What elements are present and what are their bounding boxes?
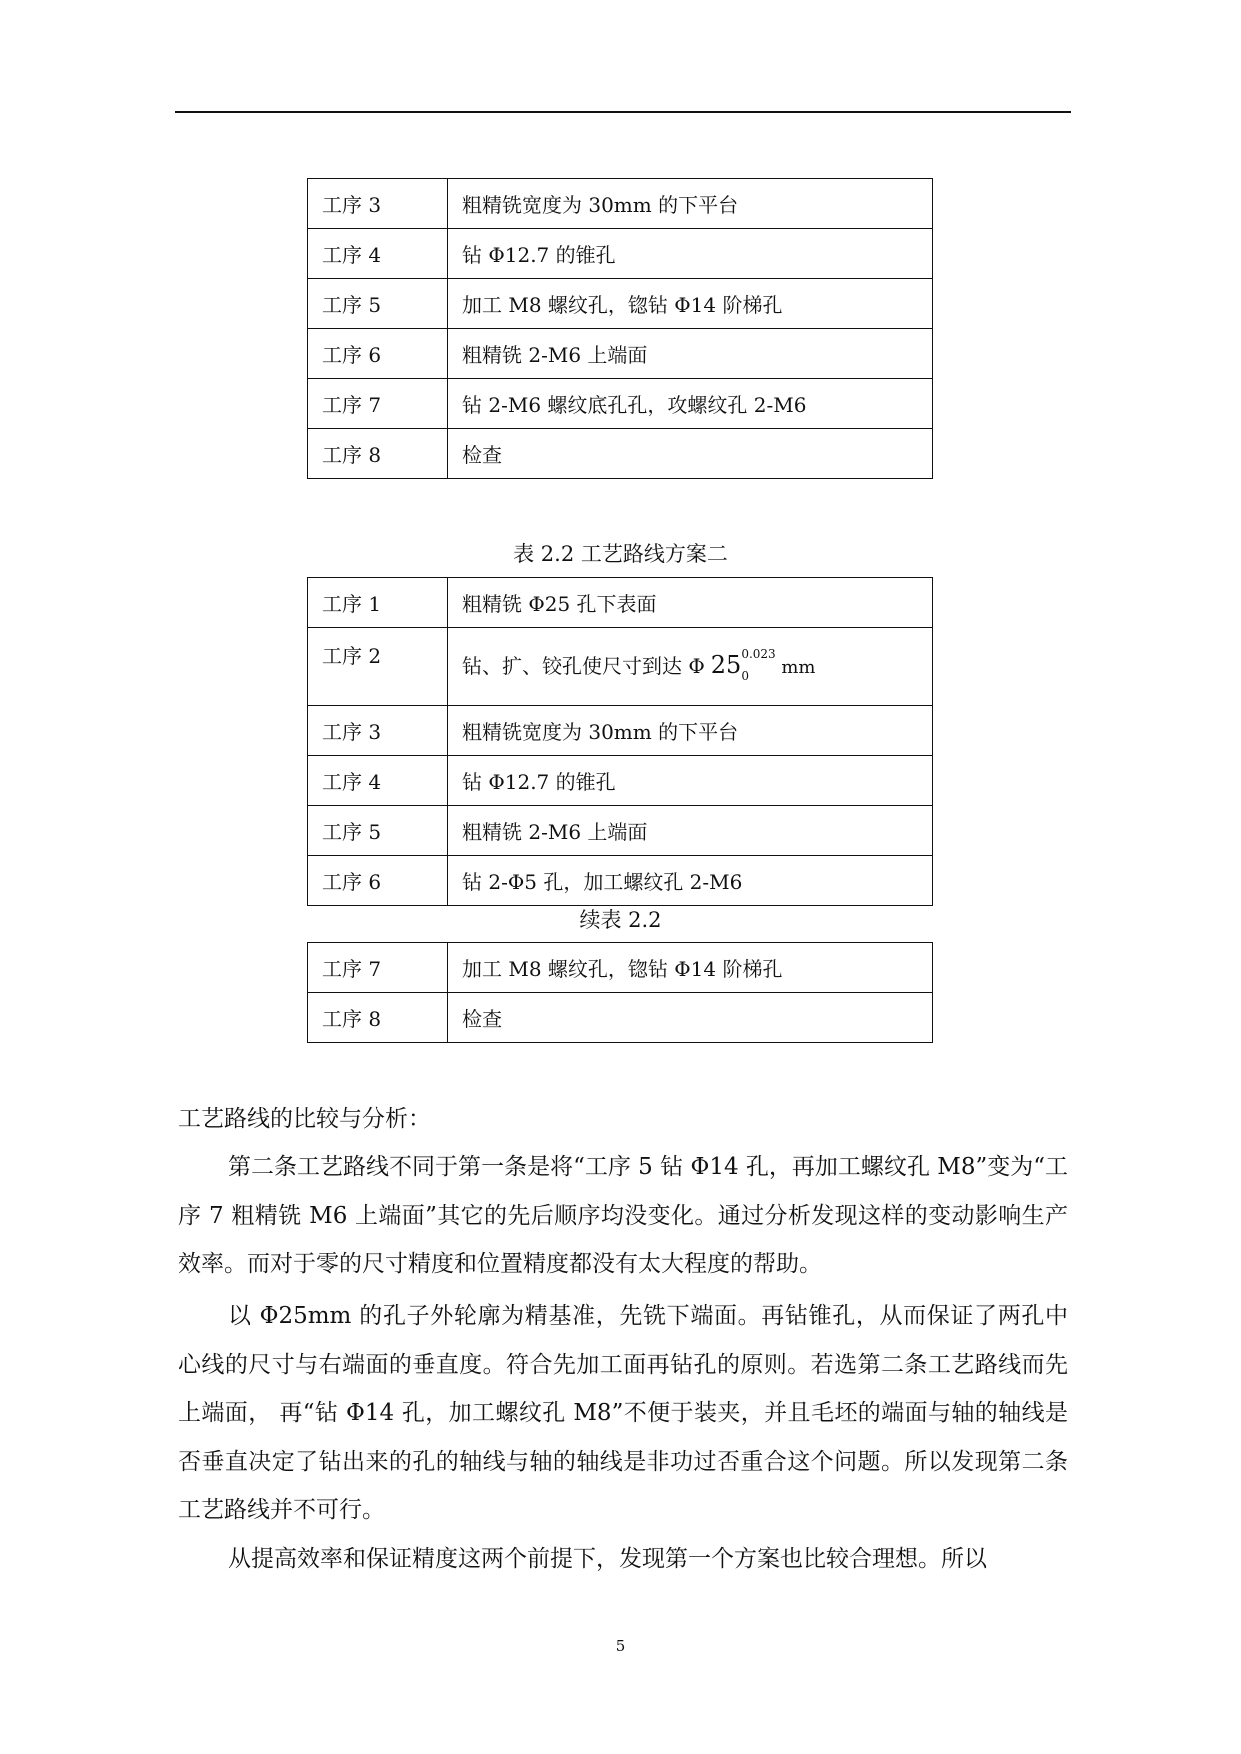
- paragraph: 第二条工艺路线不同于第一条是将“工序 5 钻 Φ14 孔，再加工螺纹孔 M8”变为“工序 7 粗精铣 M6 上端面”其它的先后顺序均没变化。通过分析发现这样的变动影响生产效率。而对于零的尺寸精度和位置精度都没有太大程度的帮助。: [178, 1154, 1068, 1277]
- desc-cell: 检查: [448, 993, 933, 1043]
- table-row: [308, 429, 933, 479]
- table-row: [308, 229, 933, 279]
- table-row: [308, 578, 933, 628]
- section-heading: 工艺路线的比较与分析：: [178, 1106, 431, 1132]
- tolerance: [741, 646, 781, 683]
- paragraph: 以 Φ25mm 的孔子外轮廓为精基准，先铣下端面。再钻锥孔，从而保证了两孔中心线的尺寸与右端面的垂直度。符合先加工面再钻孔的原则。若选第二条工艺路线而先上端面， 再“钻 Φ14 孔，加工螺纹孔 M8”不便于装夹，并且毛坯的端面与轴的轴线是否垂直决定了钻出来的孔的轴线与轴的轴线是非功过否重合这个问题。所以发现第二条工艺路线并不可行。: [178, 1303, 1068, 1523]
- table-row: [308, 943, 933, 993]
- paragraph: 从提高效率和保证精度这两个前提下，发现第一个方案也比较合理想。所以: [228, 1546, 987, 1572]
- desc-cell: [448, 628, 933, 706]
- step-cell: 工序 4: [308, 229, 448, 279]
- step-cell: 工序 2: [308, 628, 448, 706]
- step-cell: 工序 5: [308, 279, 448, 329]
- table-caption: 表 2.2 工艺路线方案二: [513, 542, 728, 566]
- step-cell: 工序 3: [308, 179, 448, 229]
- table-row: [308, 856, 933, 906]
- header-rule: [175, 111, 1071, 113]
- desc-cell: 加工 M8 螺纹孔，锪钻 Φ14 阶梯孔: [448, 943, 933, 993]
- lower-tolerance: 0: [741, 668, 749, 683]
- desc-cell: 粗精铣 2-M6 上端面: [448, 329, 933, 379]
- table-row: [308, 279, 933, 329]
- desc-cell: 钻 Φ12.7 的锥孔: [448, 756, 933, 806]
- desc-cell: 加工 M8 螺纹孔，锪钻 Φ14 阶梯孔: [448, 279, 933, 329]
- desc-prefix: 钻、扩、铰孔使尺寸到达 Φ: [462, 654, 705, 679]
- desc-cell: 粗精铣宽度为 30mm 的下平台: [448, 179, 933, 229]
- desc-cell: 钻 2-Φ5 孔，加工螺纹孔 2-M6: [448, 856, 933, 906]
- table-row: [308, 706, 933, 756]
- step-cell: 工序 5: [308, 806, 448, 856]
- table-row: [308, 329, 933, 379]
- process-table-continued-2-1: [307, 178, 933, 479]
- process-table-2-2-continued: [307, 942, 933, 1043]
- table-row: [308, 806, 933, 856]
- step-cell: 工序 8: [308, 993, 448, 1043]
- upper-tolerance: 0.023: [741, 646, 776, 661]
- table-row: [308, 379, 933, 429]
- desc-cell: 检查: [448, 429, 933, 479]
- step-cell: 工序 3: [308, 706, 448, 756]
- page-number: 5: [615, 1637, 626, 1655]
- unit: mm: [781, 657, 816, 679]
- desc-cell: 粗精铣 2-M6 上端面: [448, 806, 933, 856]
- step-cell: 工序 7: [308, 379, 448, 429]
- step-cell: 工序 1: [308, 578, 448, 628]
- process-table-2-2: [307, 577, 933, 906]
- desc-cell: 钻 Φ12.7 的锥孔: [448, 229, 933, 279]
- step-cell: 工序 6: [308, 329, 448, 379]
- table-caption-continued: 续表 2.2: [579, 908, 662, 932]
- step-cell: 工序 8: [308, 429, 448, 479]
- step-cell: 工序 6: [308, 856, 448, 906]
- table-row: [308, 628, 933, 706]
- step-cell: 工序 4: [308, 756, 448, 806]
- desc-cell: 粗精铣 Φ25 孔下表面: [448, 578, 933, 628]
- nominal-dimension: 25: [710, 651, 742, 680]
- table-row: [308, 179, 933, 229]
- table-row: [308, 993, 933, 1043]
- step-cell: 工序 7: [308, 943, 448, 993]
- desc-cell: 钻 2-M6 螺纹底孔孔，攻螺纹孔 2-M6: [448, 379, 933, 429]
- desc-cell: 粗精铣宽度为 30mm 的下平台: [448, 706, 933, 756]
- table-row: [308, 756, 933, 806]
